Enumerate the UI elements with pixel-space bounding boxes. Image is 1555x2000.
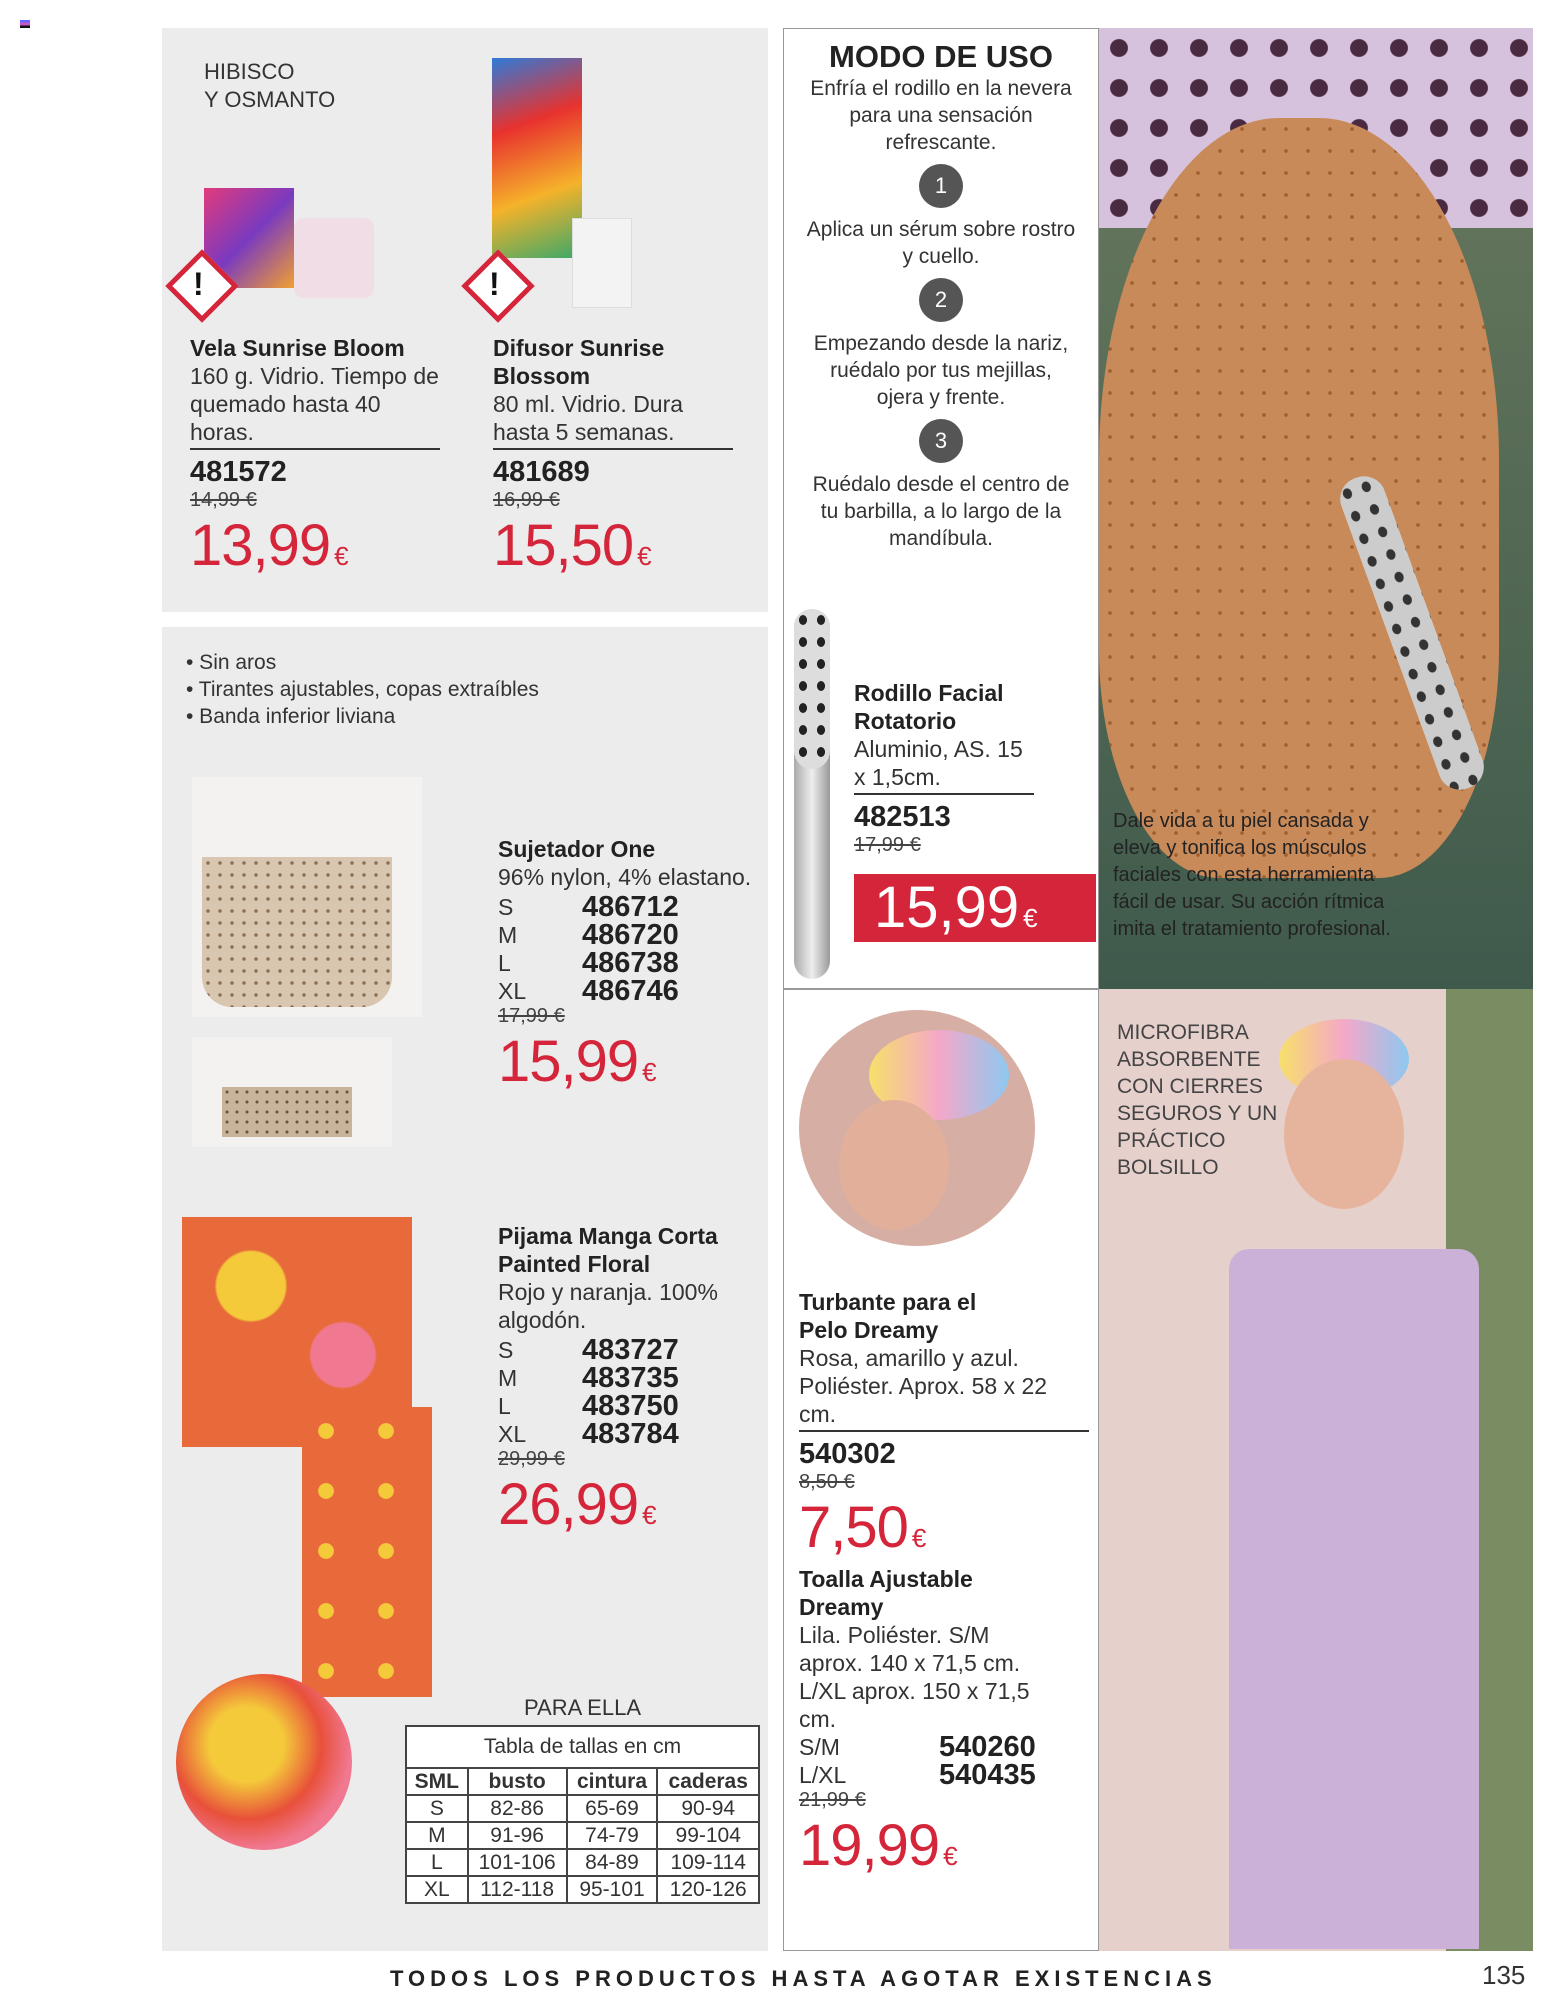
step-number: 2 — [919, 278, 963, 322]
product-desc: Rojo y naranja. 100% algodón. — [498, 1279, 718, 1333]
old-price: 21,99 € — [799, 1789, 866, 1811]
warning-icon: ! — [165, 249, 239, 323]
face-roller-photo — [1099, 28, 1533, 989]
product-desc: Lila. Poliéster. S/M aprox. 140 x 71,5 cm. L/XL aprox. 150 x 71,5 cm. — [799, 1622, 1030, 1732]
price: 7,50 € — [799, 1495, 926, 1560]
fabric-swatch-image — [176, 1674, 352, 1850]
old-price: 8,50 € — [799, 1471, 855, 1493]
old-price: 17,99 € — [498, 1005, 565, 1027]
product-name: Sujetador One — [498, 836, 656, 862]
turban-image — [799, 1010, 1035, 1246]
old-price: 16,99 € — [493, 489, 560, 511]
size-code-list: S/M 540260 L/XL 540435 — [799, 1730, 1036, 1791]
product-desc: 160 g. Vidrio. Tiempo de quemado hasta 40 horas. — [190, 362, 440, 450]
old-price: 14,99 € — [190, 489, 257, 511]
product-name: Turbante para el Pelo Dreamy — [799, 1289, 977, 1343]
old-price: 29,99 € — [498, 1448, 565, 1470]
usage-title: MODO DE USO — [829, 39, 1053, 74]
product-desc: 80 ml. Vidrio. Dura hasta 5 semanas. — [493, 390, 733, 450]
product-code: 482513 — [854, 801, 951, 833]
size-code-list: S 483727 M 483735 L 483750 XL 483784 — [498, 1333, 679, 1450]
product-name: Pijama Manga Corta Painted Floral — [498, 1223, 718, 1277]
price: 26,99 € — [498, 1472, 656, 1537]
feature-list: • Sin aros • Tirantes ajustables, copas extraíbles • Banda inferior liviana — [186, 651, 539, 728]
page-number: 135 — [1482, 1960, 1526, 1990]
apparel-panel — [162, 627, 768, 1951]
towel-photo — [1099, 989, 1533, 1951]
product-code: 540302 — [799, 1438, 896, 1470]
price: 13,99 € — [190, 513, 348, 578]
size-code-list: S 486712 M 486720 L 486738 XL 486746 — [498, 890, 679, 1007]
home-fragrance-panel — [162, 28, 768, 612]
price: 19,99 € — [799, 1813, 957, 1878]
size-table-label: PARA ELLA — [524, 1695, 641, 1720]
product-code: 481689 — [493, 456, 590, 488]
pijama-image — [182, 1217, 452, 1697]
step-number: 1 — [919, 164, 963, 208]
warning-icon: ! — [461, 249, 535, 323]
price: 15,99 € — [498, 1029, 656, 1094]
old-price: 17,99 € — [854, 834, 921, 856]
product-name: Rodillo Facial Rotatorio — [854, 680, 1004, 734]
bra-back-image — [192, 1037, 392, 1147]
footer-note: TODOS LOS PRODUCTOS HASTA AGOTAR EXISTENCIAS — [390, 1966, 1217, 1991]
print-mark — [20, 20, 30, 28]
price: 15,50 € — [493, 513, 651, 578]
product-name: Vela Sunrise Bloom — [190, 335, 405, 361]
product-desc: Rosa, amarillo y azul. Poliéster. Aprox. 58 x 22 cm. — [799, 1344, 1089, 1432]
roller-caption: Dale vida a tu piel cansada y eleva y tonifica los músculos faciales con esta herramienta fácil de usar. Su acción rítmica imita el tratamiento profesional. — [1113, 810, 1391, 940]
bra-image — [192, 777, 422, 1017]
product-desc: Aluminio, AS. 15 x 1,5cm. — [854, 735, 1034, 795]
price-badge: 15,99 € — [854, 874, 1096, 942]
product-desc: 96% nylon, 4% elastano. — [498, 864, 752, 890]
step-number: 3 — [919, 419, 963, 463]
product-name: Toalla Ajustable Dreamy — [799, 1566, 973, 1620]
product-code: 481572 — [190, 456, 287, 488]
size-table: Tabla de tallas en cm SML busto cintura caderas S 82-86 65-69 90-94 M 91-96 74-79 99-104 L 101-106 84-89 109-114 XL 112-118 95-101 120-126 — [405, 1725, 760, 1904]
turban-panel — [783, 989, 1099, 1951]
product-name: Difusor Sunrise Blossom — [493, 335, 665, 389]
usage-panel: MODO DE USO Enfría el rodillo en la nevera para una sensación refrescante. 1 Aplica un sérum sobre rostro y cuello. 2 Empezando desde la nariz, ruédalo por tus mejillas, ojera y frente. 3 Ruédalo desde el centro de tu barbilla, a lo largo de la mandíbula. Rodillo Facial Rotatorio Aluminio, AS. 15 x 1,5cm. 482513 17,99 € 15,99 € — [783, 28, 1099, 989]
scent-label: HIBISCO Y OSMANTO — [204, 59, 336, 112]
towel-caption: MICROFIBRA ABSORBENTE CON CIERRES SEGUROS Y UN PRÁCTICO BOLSILLO — [1117, 1021, 1278, 1179]
roller-image — [794, 609, 830, 979]
